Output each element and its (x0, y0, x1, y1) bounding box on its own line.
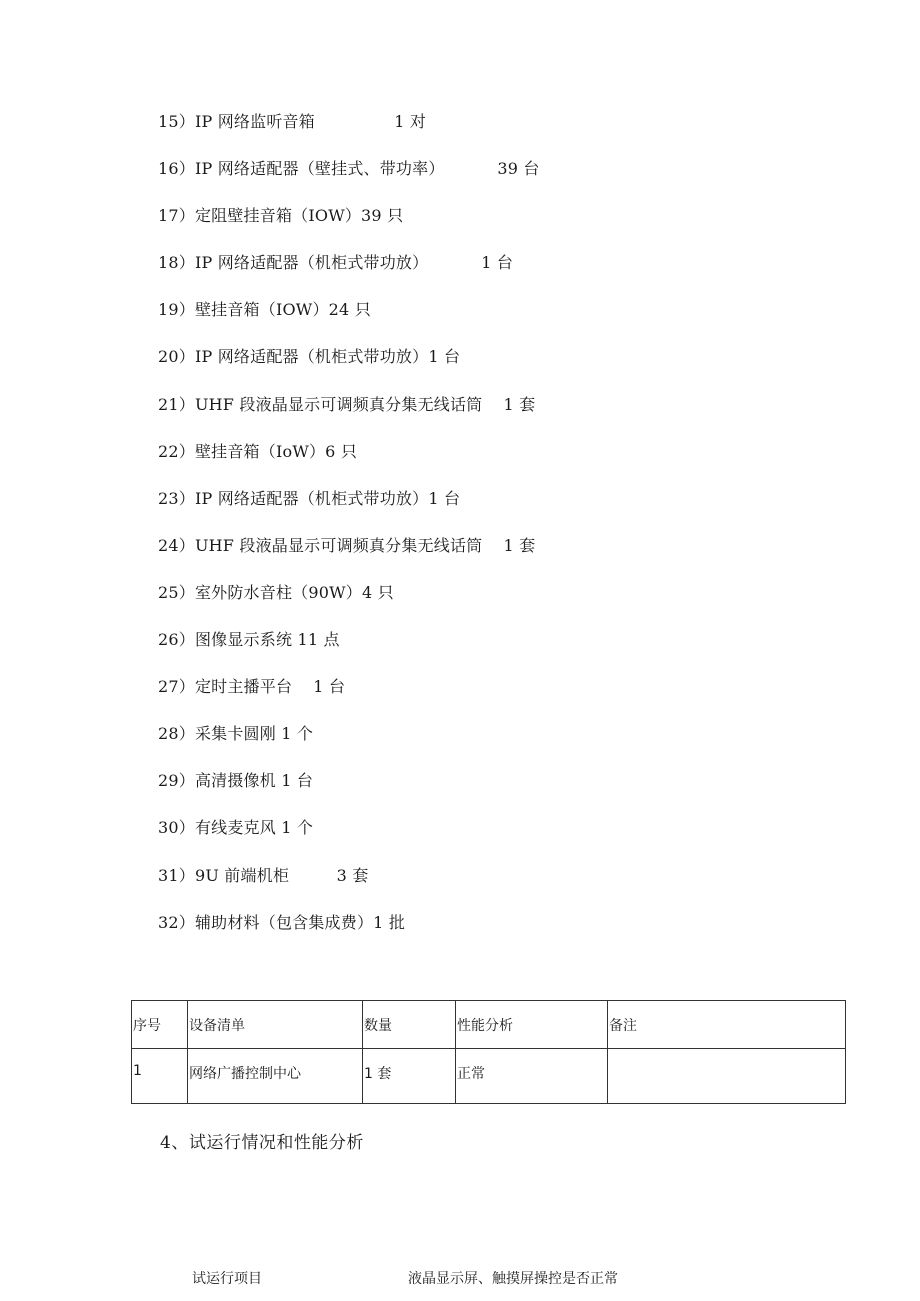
list-item: 27）定时主播平台 1 台 (158, 677, 346, 697)
table-row (132, 1049, 846, 1104)
table-cell: 1 套 (363, 1049, 456, 1104)
list-item: 24）UHF 段液晶显示可调频真分集无线话筒 1 套 (158, 535, 536, 555)
list-item: 28）采集卡圆刚 1 个 (158, 724, 314, 744)
header-remarks: 备注 (608, 1001, 846, 1049)
section-heading: 4、试运行情况和性能分析 (160, 1133, 364, 1153)
header-quantity: 数量 (363, 1001, 456, 1049)
trial-item-value: 液晶显示屏、触摸屏操控是否正常 (408, 1271, 618, 1287)
list-item: 30）有线麦克风 1 个 (158, 818, 314, 838)
list-item: 16）IP 网络适配器（壁挂式、带功率） 39 台 (158, 159, 540, 179)
list-item: 20）IP 网络适配器（机柜式带功放）1 台 (158, 347, 461, 367)
header-performance: 性能分析 (456, 1001, 608, 1049)
table-header-row (132, 1001, 846, 1049)
table-cell: 1 (132, 1049, 188, 1104)
list-item: 25）室外防水音柱（90W）4 只 (158, 582, 394, 602)
list-item: 21）UHF 段液晶显示可调频真分集无线话筒 1 套 (158, 394, 536, 414)
header-equipment: 设备清单 (188, 1001, 363, 1049)
list-item: 31）9U 前端机柜 3 套 (158, 865, 369, 885)
header-index: 序号 (132, 1001, 188, 1049)
table-cell (608, 1049, 846, 1104)
equipment-list (158, 108, 540, 956)
trial-item-label: 试运行项目 (192, 1271, 262, 1287)
list-item: 23）IP 网络适配器（机柜式带功放）1 台 (158, 488, 461, 508)
list-item: 17）定阻壁挂音箱（IOW）39 只 (158, 206, 404, 226)
list-item: 15）IP 网络监听音箱 1 对 (158, 112, 427, 131)
list-item: 26）图像显示系统 11 点 (158, 630, 340, 650)
list-item: 29）高清摄像机 1 台 (158, 771, 314, 791)
list-item: 22）壁挂音箱（IoW）6 只 (158, 441, 358, 461)
list-item: 32）辅助材料（包含集成费）1 批 (158, 912, 406, 932)
list-item: 18）IP 网络适配器（机柜式带功放） 1 台 (158, 253, 514, 273)
list-item: 19）壁挂音箱（IOW）24 只 (158, 300, 371, 320)
table-cell: 网络广播控制中心 (188, 1049, 363, 1104)
equipment-table (131, 1000, 846, 1104)
table-cell: 正常 (456, 1049, 608, 1104)
